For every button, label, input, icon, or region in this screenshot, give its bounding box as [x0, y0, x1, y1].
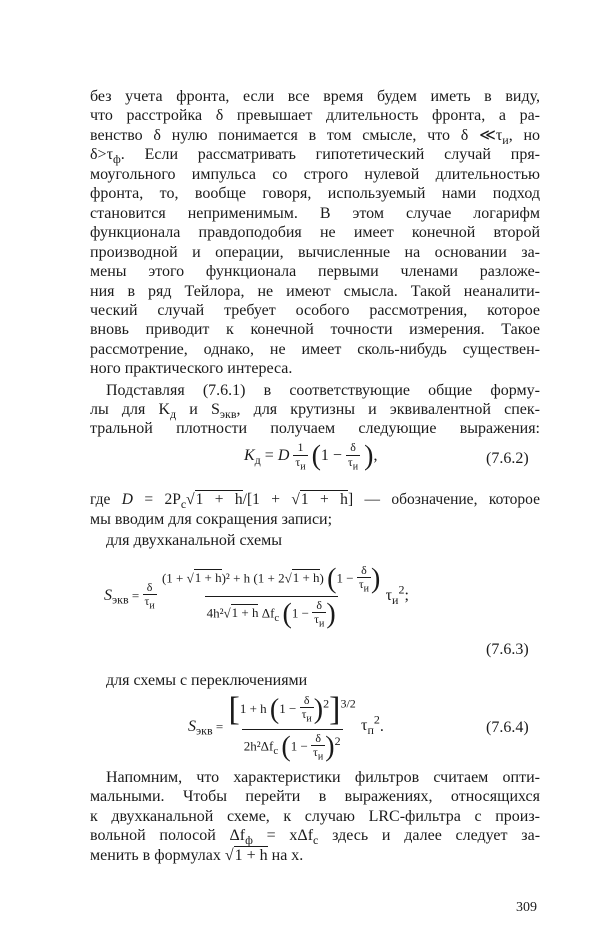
text-line: ческий случай требует особого рассмотрения, которое: [90, 302, 540, 319]
equation-number: (7.6.4): [486, 719, 529, 737]
text-line: лы для $K_д$ и $S_{экв}$, для крутизны и эквивалентной спек-: [90, 401, 540, 422]
text-line: мальными. Чтобы перейти в выражениях, относящихся: [90, 788, 540, 806]
equation-7-6-4: $S_{экв}$ = [1 + h (1 − $\frac{\delta}{\tau_и}$ )$^2$]$^{3/2}$ $2h^2\Delta f_c$ (1 − $\frac{\delta}{\tau_и}$ )$^2$ $\tau_п^2$.: [188, 690, 384, 763]
equation-number: (7.6.2): [486, 450, 529, 468]
text-line: для двухканальной схемы: [106, 531, 282, 549]
text-line: Подставляя (7.6.1) в соответствующие общие форму-: [106, 381, 540, 399]
page-number: 309: [516, 900, 537, 915]
text-line: для схемы с переключениями: [106, 671, 308, 689]
text-line: становится неприменимым. В этом случае логарифм: [90, 204, 540, 222]
text-line: Напомним, что характеристики фильтров считаем опти-: [106, 768, 540, 786]
text-line: мы вводим для сокращения записи;: [90, 510, 333, 528]
text-line: менить в формулах √1 + h на x.: [90, 846, 304, 864]
text-line: что расстройка δ превышает длительность фронта, а ра-: [90, 107, 540, 125]
text-line: мены этого функционала первыми членами разложе-: [90, 263, 540, 281]
text-line: вновь приводит к конечной точности измерения. Такое: [90, 321, 540, 339]
equation-7-6-3: $S_{экв}$ = $\frac{\delta}{\tau_и}$ (1 + √1 + h)² + h (1 + 2√1 + h) (1 − $\frac{\delta}{\tau_и}$ ) 4h²√1 + h $\Delta f_c$ (1 − $\frac{\delta}{\tau_и}$ ) $\tau_и^2$;: [104, 562, 409, 630]
equation-number: (7.6.3): [486, 641, 529, 659]
text-line: рассмотрение, однако, не имеет сколь-нибудь существен-: [90, 340, 540, 358]
text-line: венство δ нулю понимается в том смысле, что δ $≪\tau_и$, но: [90, 126, 541, 148]
text-line: функционала правдоподобия не имеет конечной второй: [90, 224, 540, 242]
text-line: где $D = 2P_c√1 + h/[1 + √1 + h]$ — обозначение, которое: [90, 491, 540, 512]
text-line: ного практического интереса.: [90, 360, 293, 378]
text-line: производной и операции, вычисленные на основании за-: [90, 243, 540, 261]
equation-7-6-2: $K_д = D$ $\frac{1}{\tau_и}$ (1 − $\frac{\delta}{\tau_и}$ ),: [244, 440, 378, 472]
text-line: без учета фронта, если все время будем иметь в виду,: [90, 88, 540, 105]
text-line: фронта, то, вообще говоря, используемый нами подход: [90, 185, 540, 203]
text-line: ния в ряд Тейлора, не имеют смысла. Такой неаналити-: [90, 282, 540, 300]
text-line: тральной плотности получаем следующие выражения:: [90, 420, 540, 438]
text-line: моугольного импульса со строго нулевой длительностью: [90, 165, 540, 183]
text-line: к двухканальной схеме, к случаю LRC-фильтра с произ-: [90, 807, 540, 825]
text-line: $\delta>\tau_ф$. Если рассматривать гипотетический случай пря-: [90, 146, 540, 167]
text-line: вольной полосой $\Delta f_ф = x\Delta f_c$ здесь и далее следует за-: [90, 827, 541, 848]
